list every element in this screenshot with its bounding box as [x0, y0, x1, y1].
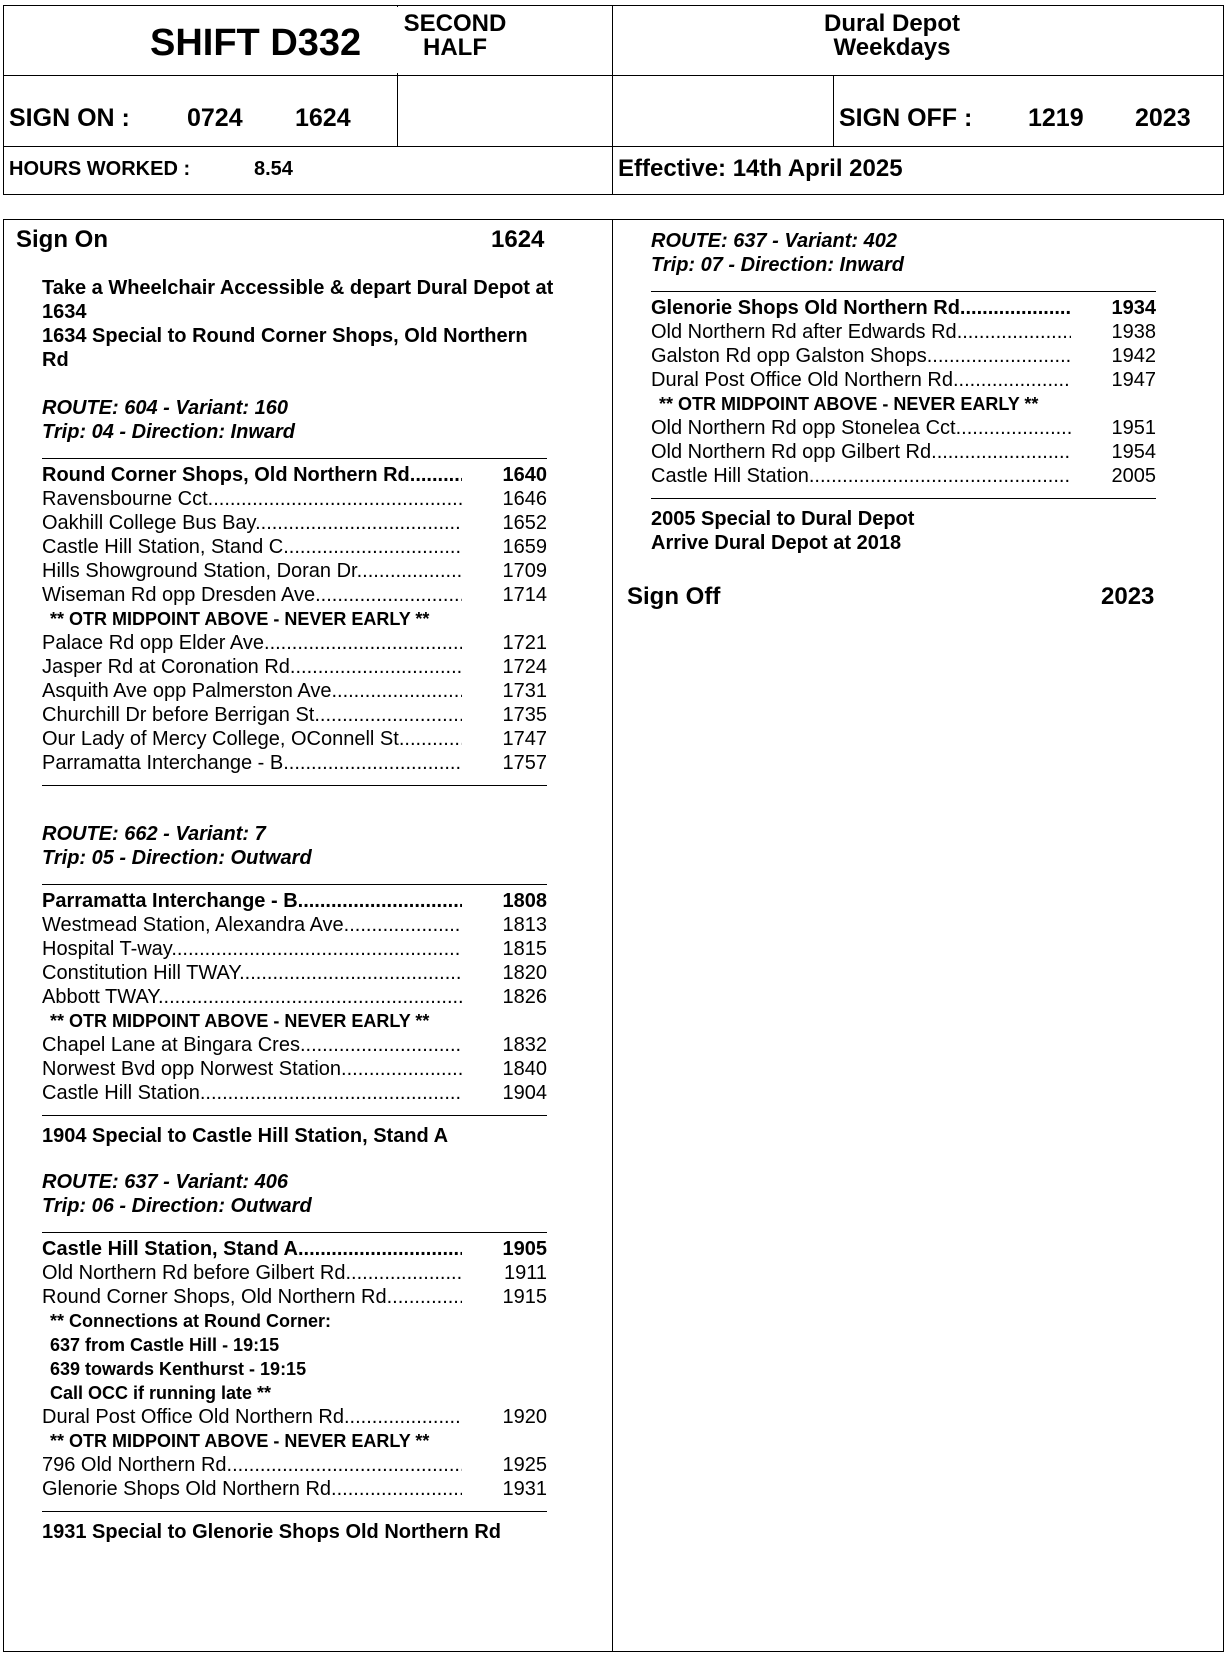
- trip2-trip: Trip: 05 - Direction: Outward: [42, 847, 312, 869]
- intro-line3: 1634 Special to Round Corner Shops, Old Northern: [42, 325, 528, 347]
- stop-row: Castle Hill Station, Stand A ..... 1905: [42, 1237, 547, 1261]
- trip4-after2: Arrive Dural Depot at 2018: [651, 532, 902, 554]
- intro-line1: Take a Wheelchair Accessible & depart Dural Depot at: [42, 277, 554, 299]
- stop-row: Dural Post Office Old Northern Rd ..... 1920: [42, 1405, 547, 1429]
- divider: [42, 1232, 547, 1233]
- stop-row: Old Northern Rd opp Stonelea Cct ..... 1951: [651, 416, 1156, 440]
- trip3-after: 1931 Special to Glenorie Shops Old Northern Rd: [42, 1521, 501, 1543]
- stop-row: Abbott TWAY ..... 1826: [42, 985, 547, 1009]
- midpoint-note: ** OTR MIDPOINT ABOVE - NEVER EARLY **: [50, 609, 430, 629]
- stop-row: Round Corner Shops, Old Northern Rd ..... 1915: [42, 1285, 547, 1309]
- stop-row: Westmead Station, Alexandra Ave ..... 1813: [42, 913, 547, 937]
- half-label: [395, 12, 515, 60]
- stop-row: Oakhill College Bus Bay ..... 1652: [42, 511, 547, 535]
- hours-label: HOURS WORKED :: [9, 158, 191, 180]
- stop-row: Norwest Bvd opp Norwest Station ..... 1840: [42, 1057, 547, 1081]
- stop-row: Wiseman Rd opp Dresden Ave ..... 1714: [42, 583, 547, 607]
- stop-row: Old Northern Rd before Gilbert Rd ..... 1911: [42, 1261, 547, 1285]
- divider: [651, 498, 1156, 499]
- stop-row: Parramatta Interchange - B ..... 1808: [42, 889, 547, 913]
- stop-row: Our Lady of Mercy College, OConnell St ..... 1747: [42, 727, 547, 751]
- sign-off-heading-time: 2023: [1101, 583, 1155, 610]
- shift-title: SHIFT D332: [150, 22, 362, 64]
- connection-note: 639 towards Kenthurst - 19:15: [50, 1359, 307, 1379]
- connection-note: ** Connections at Round Corner:: [50, 1311, 332, 1331]
- depot-days: Weekdays: [833, 34, 951, 61]
- hours-value: 8.54: [254, 158, 293, 180]
- trip4-after1: 2005 Special to Dural Depot: [651, 508, 915, 530]
- stop-row: Castle Hill Station ..... 1904: [42, 1081, 547, 1105]
- sign-on-time2: 1624: [295, 104, 351, 132]
- sign-off-label: SIGN OFF :: [839, 104, 973, 132]
- stop-row: Asquith Ave opp Palmerston Ave ..... 1731: [42, 679, 547, 703]
- stop-row: Parramatta Interchange - B ..... 1757: [42, 751, 547, 775]
- half-label-line1: SECOND: [403, 10, 507, 37]
- stop-row: Glenorie Shops Old Northern Rd ..... 1931: [42, 1477, 547, 1501]
- header-divider-2: [3, 146, 1224, 147]
- effective-date: Effective: 14th April 2025: [618, 155, 903, 182]
- left-column: [42, 276, 602, 1544]
- depot-name: Dural Depot: [823, 10, 960, 37]
- stop-row: Ravensbourne Cct ..... 1646: [42, 487, 547, 511]
- trip2-after: 1904 Special to Castle Hill Station, Stand A: [42, 1125, 449, 1147]
- body-vdivider: [612, 219, 613, 1652]
- right-column: [651, 229, 1211, 555]
- sign-on-time1: 0724: [187, 104, 243, 132]
- trip3-trip: Trip: 06 - Direction: Outward: [42, 1195, 312, 1217]
- intro-line2: 1634: [42, 301, 87, 323]
- trip1-route: ROUTE: 604 - Variant: 160: [42, 397, 289, 419]
- divider: [42, 458, 547, 459]
- midpoint-note: ** OTR MIDPOINT ABOVE - NEVER EARLY **: [50, 1011, 430, 1031]
- sign-on-label: SIGN ON :: [9, 104, 130, 132]
- intro-line4: Rd: [42, 349, 69, 371]
- stop-row: Castle Hill Station, Stand C ..... 1659: [42, 535, 547, 559]
- trip4-route: ROUTE: 637 - Variant: 402: [651, 230, 898, 252]
- sign-on-heading-time: 1624: [491, 226, 545, 253]
- stop-row: Round Corner Shops, Old Northern Rd ..... 1640: [42, 463, 547, 487]
- midpoint-note: ** OTR MIDPOINT ABOVE - NEVER EARLY **: [50, 1431, 430, 1451]
- trip4-trip: Trip: 07 - Direction: Inward: [651, 254, 904, 276]
- sign-off-heading: Sign Off: [627, 583, 721, 610]
- connection-note: 637 from Castle Hill - 19:15: [50, 1335, 280, 1355]
- sign-off-time1: 1219: [1028, 104, 1084, 132]
- trip3-route: ROUTE: 637 - Variant: 406: [42, 1171, 289, 1193]
- stop-row: Palace Rd opp Elder Ave ..... 1721: [42, 631, 547, 655]
- stop-row: Castle Hill Station ..... 2005: [651, 464, 1156, 488]
- header-vdivider-right: [833, 75, 834, 146]
- stop-row: Jasper Rd at Coronation Rd ..... 1724: [42, 655, 547, 679]
- depot-label: [612, 12, 1172, 60]
- header-divider-1: [3, 75, 1224, 76]
- stop-row: Hospital T-way ..... 1815: [42, 937, 547, 961]
- stop-row: Constitution Hill TWAY ..... 1820: [42, 961, 547, 985]
- stop-row: Churchill Dr before Berrigan St ..... 1735: [42, 703, 547, 727]
- stop-row: Galston Rd opp Galston Shops ..... 1942: [651, 344, 1156, 368]
- half-label-line2: HALF: [423, 34, 487, 61]
- connection-note: Call OCC if running late **: [50, 1383, 272, 1403]
- divider: [42, 785, 547, 786]
- stop-row: 796 Old Northern Rd ..... 1925: [42, 1453, 547, 1477]
- divider: [42, 1115, 547, 1116]
- sign-off-time2: 2023: [1135, 104, 1191, 132]
- stop-row: Hills Showground Station, Doran Dr ..... 1709: [42, 559, 547, 583]
- divider: [651, 291, 1156, 292]
- trip1-trip: Trip: 04 - Direction: Inward: [42, 421, 295, 443]
- stop-row: Dural Post Office Old Northern Rd ..... 1947: [651, 368, 1156, 392]
- midpoint-note: ** OTR MIDPOINT ABOVE - NEVER EARLY **: [659, 394, 1039, 414]
- divider: [42, 884, 547, 885]
- trip2-route: ROUTE: 662 - Variant: 7: [42, 823, 266, 845]
- stop-row: Glenorie Shops Old Northern Rd ..... 1934: [651, 296, 1156, 320]
- divider: [42, 1511, 547, 1512]
- stop-row: Old Northern Rd opp Gilbert Rd ..... 1954: [651, 440, 1156, 464]
- sign-on-heading: Sign On: [16, 226, 108, 253]
- stop-row: Old Northern Rd after Edwards Rd ..... 1938: [651, 320, 1156, 344]
- stop-row: Chapel Lane at Bingara Cres ..... 1832: [42, 1033, 547, 1057]
